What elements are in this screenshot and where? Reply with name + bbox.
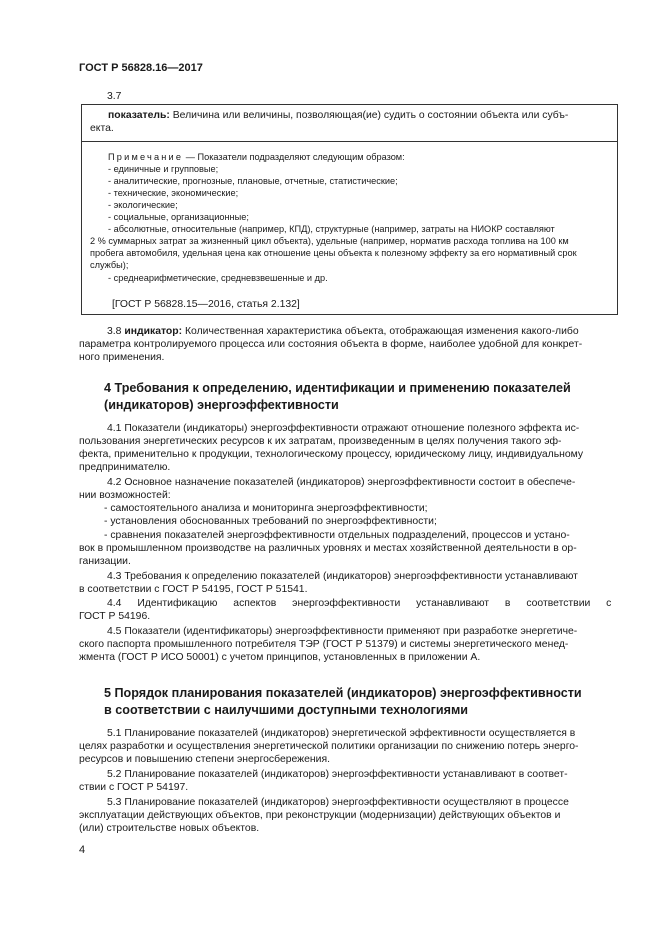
paragraph-line: 4.4 Идентификацию аспектов энергоэффективности устанавливают в соответствии с: [107, 598, 612, 609]
paragraph-line: ГОСТ Р 54196.: [79, 611, 151, 622]
section-5-heading-cont: в соответствии с наилучшими доступными технологиями: [104, 703, 469, 717]
paragraph-line: нии возможностей:: [79, 490, 171, 501]
paragraph-line: предпринимателю.: [79, 462, 171, 473]
note-list-continuation: пробега автомобиля, удельная цена как отношение цены объекта к полезному эффекту за его нормативный срок: [90, 248, 577, 258]
clause-number-3-8: 3.8: [107, 326, 122, 337]
term-definition-box: [81, 104, 618, 315]
section-4-heading: 4 Требования к определению, идентификации и применению показателей: [104, 381, 571, 395]
source-reference: [ГОСТ Р 56828.15—2016, статья 2.132]: [112, 299, 300, 310]
box-bottom-border: [82, 314, 617, 315]
document-code-header: ГОСТ Р 56828.16—2017: [79, 62, 203, 74]
paragraph-line: (или) строительстве новых объектов.: [79, 823, 260, 834]
box-divider: [82, 141, 617, 142]
page-number: 4: [79, 844, 86, 856]
paragraph-line: 4.5 Показатели (идентификаторы) энергоэффективности применяют при разработке энергетиче-: [107, 626, 578, 637]
paragraph-line: ганизации.: [79, 556, 131, 567]
term-label: индикатор:: [124, 326, 183, 337]
term-definition-line: параметра контролируемого процесса или состояния объекта в форме, наиболее удобной для конкрет-: [79, 339, 583, 350]
term-pokazatel: [90, 109, 608, 135]
note-list-continuation: 2 % суммарных затрат за жизненный цикл объекта), удельные (например, норматив расхода топлива на 100 км: [90, 236, 569, 246]
note-block: [108, 152, 612, 164]
paragraph-line: ресурсов и повышению степени энергосбережения.: [79, 754, 330, 765]
paragraph-line: 4.1 Показатели (индикаторы) энергоэффективности отражают отношение полезного эффекта ис-: [107, 423, 580, 434]
paragraph-line: 5.2 Планирование показателей (индикаторов) энергоэффективности устанавливают в соответ-: [107, 769, 568, 780]
paragraph-line: 5.3 Планирование показателей (индикаторов) энергоэффективности осуществляют в процессе: [107, 797, 569, 808]
note-list-continuation: службы);: [90, 260, 129, 270]
term-label: показатель:: [108, 110, 170, 121]
note-list-item: - аналитические, прогнозные, плановые, отчетные, статистические;: [108, 176, 398, 186]
clause-number-3-7: 3.7: [107, 91, 122, 102]
note-list-item: - абсолютные, относительные (например, КПД), структурные (например, затраты на НИОКР составляют: [108, 224, 555, 234]
term-definition-line: екта.: [90, 123, 114, 135]
paragraph-line: 4.2 Основное назначение показателей (индикаторов) энергоэффективности состоит в обеспече-: [107, 477, 576, 488]
term-indikator: [79, 325, 616, 338]
paragraph-line: целях разработки и осуществления энергетической политики организации по снижению потерь энерго-: [79, 741, 579, 752]
paragraph-line: пользования энергетических ресурсов к их затратам, произведенным в целях получения такого эф-: [79, 436, 562, 447]
list-item: - самостоятельного анализа и мониторинга энергоэффективности;: [104, 503, 428, 514]
note-list-item: - экологические;: [108, 200, 178, 210]
term-definition-line: Величина или величины, позволяющая(ие) судить о состоянии объекта или субъ-: [172, 110, 569, 121]
note-label: Примечание: [108, 152, 184, 162]
note-text: — Показатели подразделяют следующим образом:: [185, 152, 405, 162]
paragraph-line: в соответствии с ГОСТ Р 54195, ГОСТ Р 51541.: [79, 584, 308, 595]
paragraph-line: эксплуатации действующих объектов, при реконструкции (модернизации) действующих объектов и: [79, 810, 561, 821]
paragraph-line: ского паспорта промышленного потребителя ТЭР (ГОСТ Р 51379) и системы энергетического менед-: [79, 639, 569, 650]
paragraph-line: вок в промышленном производстве на различных уровнях и местах хозяйственной деятельности в ор-: [79, 543, 577, 554]
section-4-heading-cont: (индикаторов) энергоэффективности: [104, 398, 339, 412]
paragraph-line: жмента (ГОСТ Р ИСО 50001) с учетом принципов, установленных в приложении А.: [79, 652, 481, 663]
note-list-item: - социальные, организационные;: [108, 212, 249, 222]
paragraph-line: ствии с ГОСТ Р 54197.: [79, 782, 189, 793]
list-item: - сравнения показателей энергоэффективности отдельных подразделений, процессов и устано-: [104, 530, 570, 541]
list-item: - установления обоснованных требований по энергоэффективности;: [104, 516, 437, 527]
paragraph-line: 4.3 Требования к определению показателей (индикаторов) энергоэффективности устанавливают: [107, 571, 578, 582]
paragraph-line: 5.1 Планирование показателей (индикаторов) энергетической эффективности осуществляется в: [107, 728, 576, 739]
note-list-item: - единичные и групповые;: [108, 164, 219, 174]
note-list-item: - технические, экономические;: [108, 188, 239, 198]
note-list-item: - среднеарифметические, средневзвешенные и др.: [108, 273, 328, 283]
paragraph-line: фекта, применительно к продукции, технологическому процессу, юридическому лицу, индивидуальному: [79, 449, 584, 460]
term-definition-line: ного применения.: [79, 352, 165, 363]
section-5-heading: 5 Порядок планирования показателей (индикаторов) энергоэффективности: [104, 686, 582, 700]
term-definition-line: Количественная характеристика объекта, отображающая изменения какого-либо: [184, 326, 579, 337]
